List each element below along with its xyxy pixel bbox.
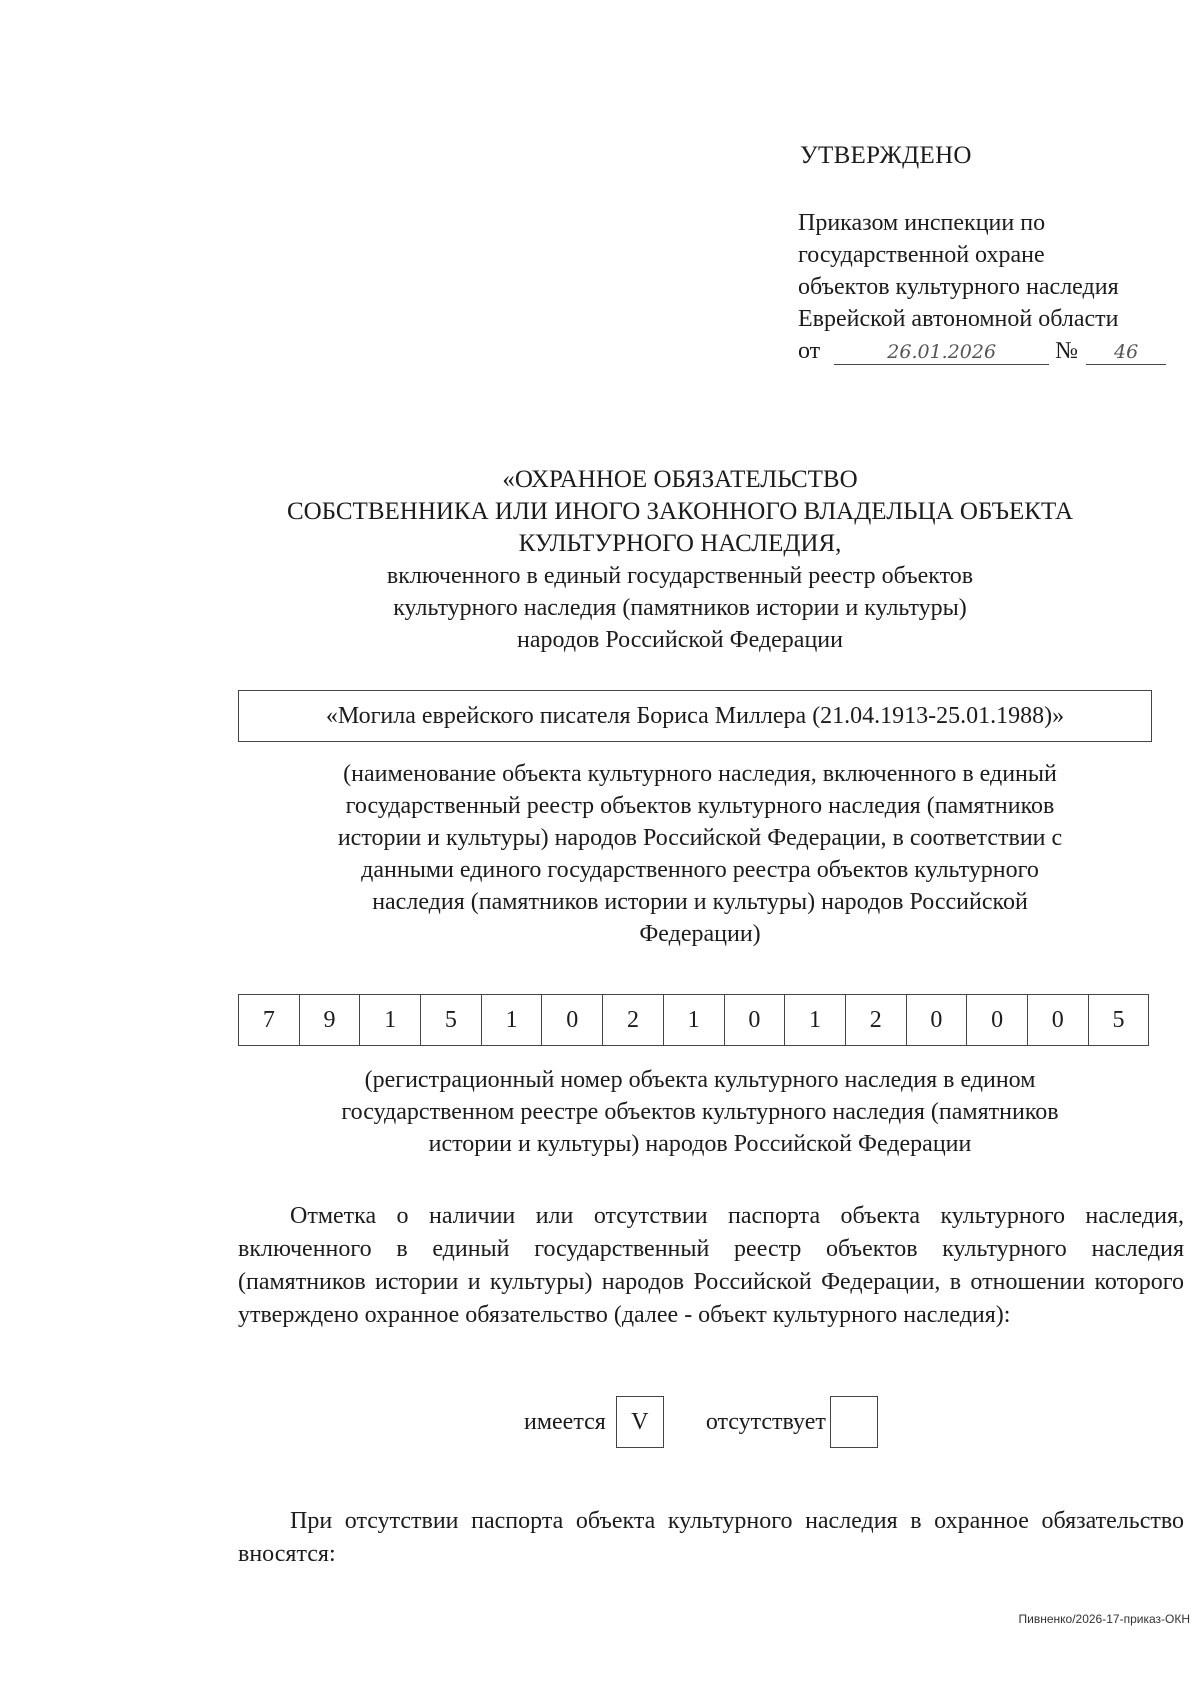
passport-checkbox-row: [524, 1396, 878, 1448]
registration-digit: 1: [482, 995, 543, 1045]
passport-paragraph: Отметка о наличии или отсутствии паспорта объекта культурного наследия, включенного в единый государственный реестр объектов культурного наследия (памятников истории и культуры) народов Российской Федерации, в отношении которого утверждено охранное обязательство (далее - объект культурного наследия):: [238, 1203, 1184, 1328]
note-line: государственном реестре объектов культурного наследия (памятников: [341, 1099, 1059, 1125]
registration-digit: 1: [664, 995, 725, 1045]
registration-digit: 9: [300, 995, 361, 1045]
order-line: Приказом инспекции по: [798, 210, 1046, 236]
absence-paragraph: При отсутствии паспорта объекта культурного наследия в охранное обязательство вносятся:: [238, 1508, 1184, 1567]
subtitle-line: включенного в единый государственный реестр объектов: [386, 563, 974, 589]
object-name-box: [238, 690, 1152, 742]
approval-heading: УТВЕРЖДЕНО: [800, 142, 972, 169]
registration-digit: 0: [967, 995, 1028, 1045]
passport-absent-label: отсутствует: [705, 1408, 826, 1435]
note-line: государственный реестр объектов культурного наследия (памятников: [345, 793, 1055, 819]
note-line: Федерации): [639, 921, 761, 947]
subtitle-line: народов Российской Федерации: [517, 627, 843, 653]
subtitle-line: культурного наследия (памятников истории и культуры): [393, 595, 967, 621]
object-name: «Могила еврейского писателя Бориса Миллера (21.04.1913-25.01.1988)»: [325, 702, 1065, 729]
passport-absent-checkbox: [830, 1396, 878, 1448]
registration-digit: 5: [1089, 995, 1150, 1045]
order-date-number-line: [798, 335, 1198, 367]
order-line: объектов культурного наследия: [798, 274, 1119, 300]
title-line: «ОХРАННОЕ ОБЯЗАТЕЛЬСТВО: [502, 466, 858, 493]
note-line: (наименование объекта культурного наследия, включенного в единый: [343, 761, 1057, 787]
handwritten-number: 46: [1086, 340, 1166, 365]
object-name-note: [240, 758, 1160, 950]
registration-digit: 0: [1028, 995, 1089, 1045]
approval-order-block: [798, 207, 1198, 367]
registration-digit: 5: [421, 995, 482, 1045]
order-line: государственной охране: [798, 242, 1045, 268]
registration-digit: 1: [785, 995, 846, 1045]
registration-digit: 2: [846, 995, 907, 1045]
passport-present-label: имеется: [524, 1408, 606, 1435]
handwritten-date: 26.01.2026: [834, 340, 1049, 365]
title-line: СОБСТВЕННИКА ИЛИ ИНОГО ЗАКОННОГО ВЛАДЕЛЬЦА ОБЪЕКТА: [286, 498, 1074, 525]
order-line: Еврейской автономной области: [798, 306, 1119, 332]
registration-digit: 0: [542, 995, 603, 1045]
note-line: данными единого государственного реестра объектов культурного: [361, 857, 1039, 883]
document-subtitle: [180, 560, 1180, 656]
note-line: истории и культуры) народов Российской Федерации: [428, 1131, 972, 1157]
note-line: истории и культуры) народов Российской Федерации, в соответствии с: [337, 825, 1063, 851]
registration-digit: 0: [907, 995, 968, 1045]
registration-digit: 0: [725, 995, 786, 1045]
registration-digit: 2: [603, 995, 664, 1045]
date-prefix: от: [798, 338, 821, 364]
passport-present-checkbox: V: [616, 1396, 664, 1448]
registration-number-grid: [238, 994, 1149, 1046]
document-footer-code: Пивненко/2026-17-приказ-ОКН: [1018, 1612, 1190, 1626]
registration-digit: 1: [360, 995, 421, 1045]
document-title: [180, 464, 1180, 560]
registration-digit: 7: [239, 995, 300, 1045]
number-prefix: №: [1055, 338, 1079, 364]
note-line: наследия (памятников истории и культуры) народов Российской: [372, 889, 1028, 915]
note-line: (регистрационный номер объекта культурного наследия в едином: [364, 1067, 1036, 1093]
title-line: КУЛЬТУРНОГО НАСЛЕДИЯ,: [518, 530, 842, 557]
registration-number-note: [240, 1064, 1160, 1160]
